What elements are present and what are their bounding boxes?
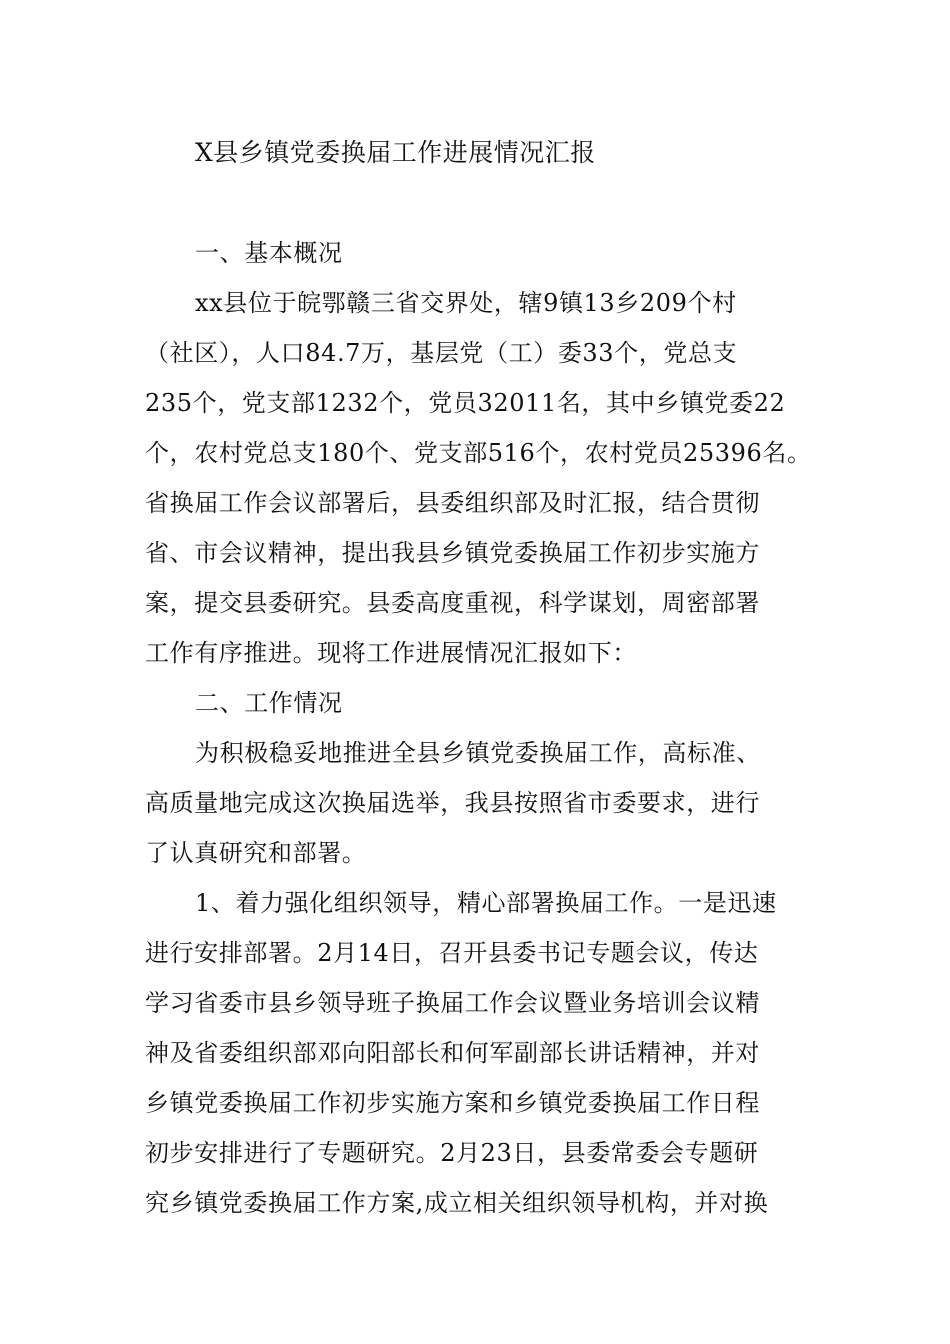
paragraph-line: xx县位于皖鄂赣三省交界处，辖9镇13乡209个村	[195, 289, 737, 317]
document-body	[145, 228, 810, 1228]
paragraph-line: 省、市会议精神，提出我县乡镇党委换届工作初步实施方	[145, 539, 760, 567]
section-heading-work: 二、工作情况	[195, 689, 343, 717]
paragraph-line: 235个，党支部1232个，党员32011名，其中乡镇党委22	[145, 389, 786, 417]
paragraph-line: 神及省委组织部邓向阳部长和何军副部长讲话精神，并对	[145, 1039, 760, 1067]
paragraph-line: 工作有序推进。现将工作进展情况汇报如下：	[145, 639, 637, 667]
paragraph-line: 乡镇党委换届工作初步实施方案和乡镇党委换届工作日程	[145, 1089, 760, 1117]
paragraph-line: 1、着力强化组织领导，精心部署换届工作。一是迅速	[195, 889, 777, 917]
paragraph-line: 学习省委市县乡领导班子换届工作会议暨业务培训会议精	[145, 989, 760, 1017]
paragraph-line: 高质量地完成这次换届选举，我县按照省市委要求，进行	[145, 789, 760, 817]
paragraph-line: 省换届工作会议部署后，县委组织部及时汇报，结合贯彻	[145, 489, 760, 517]
paragraph-line: 案，提交县委研究。县委高度重视，科学谋划，周密部署	[145, 589, 760, 617]
paragraph-line: （社区），人口84.7万，基层党（工）委33个，党总支	[145, 339, 738, 367]
paragraph-line: 为积极稳妥地推进全县乡镇党委换届工作，高标准、	[195, 739, 761, 767]
paragraph-line: 初步安排进行了专题研究。2月23日，县委常委会专题研	[145, 1139, 759, 1167]
paragraph-line: 个，农村党总支180个、党支部516个，农村党员25396名。	[145, 439, 812, 467]
section-heading-basic: 一、基本概况	[195, 239, 343, 267]
paragraph-line: 了认真研究和部署。	[145, 839, 367, 867]
paragraph-line: 进行安排部署。2月14日，召开县委书记专题会议，传达	[145, 939, 759, 967]
paragraph-line: 究乡镇党委换届工作方案,成立相关组织领导机构，并对换	[145, 1189, 769, 1217]
document-title: X县乡镇党委换届工作进展情况汇报	[195, 138, 596, 167]
